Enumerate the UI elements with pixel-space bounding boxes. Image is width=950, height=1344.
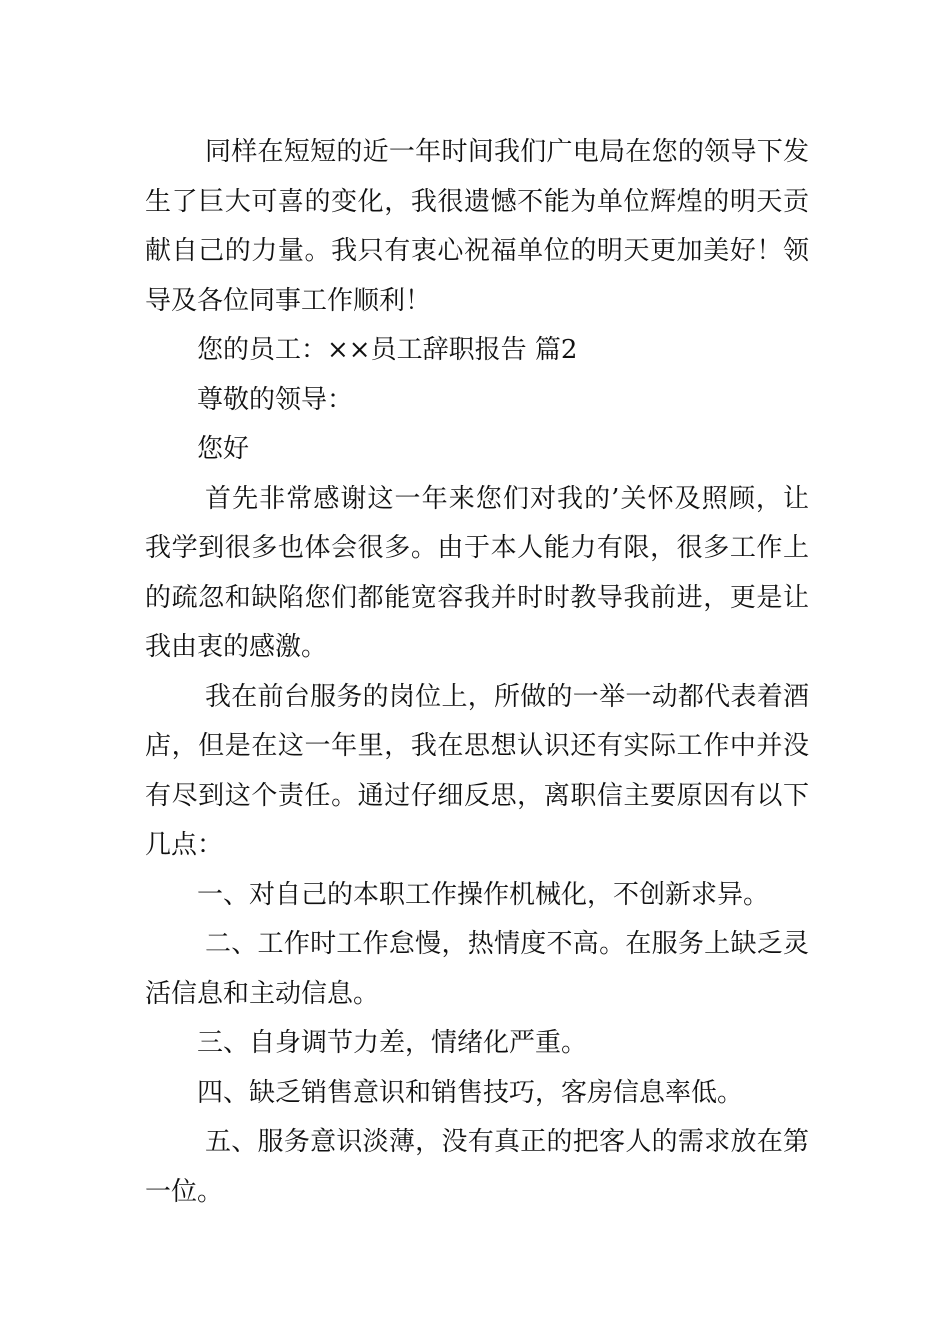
list-item-reason-2: 二、工作时工作怠慢，热情度不高。在服务上缺乏灵活信息和主动信息。 [145, 929, 809, 1009]
paragraph-signature: 您的员工：××员工辞职报告 篇2 [197, 335, 578, 365]
paragraph-closing-wishes: 同样在短短的近一年时间我们广电局在您的领导下发生了巨大可喜的变化，我很遗憾不能为单位辉煌的明天贡献自己的力量。我只有衷心祝福单位的明天更加美好！领导及各位同事工作顺利！ [145, 137, 809, 316]
document-body [145, 128, 809, 1217]
list-item-reason-1: 一、对自己的本职工作操作机械化，不创新求异。 [197, 879, 770, 910]
paragraph-thanks: 首先非常感谢这一年来您们对我的’关怀及照顾，让我学到很多也体会很多。由于本人能力有限，很多工作上的疏忽和缺陷您们都能宽容我并时时教导我前进，更是让我由衷的感激。 [145, 483, 809, 662]
list-item-reason-3: 三、自身调节力差，情绪化严重。 [197, 1028, 588, 1058]
list-item-reason-5: 五、服务意识淡薄，没有真正的把客人的需求放在第一位。 [145, 1127, 809, 1207]
paragraph-reflection: 我在前台服务的岗位上，所做的一举一动都代表着酒店，但是在这一年里，我在思想认识还有实际工作中并没有尽到这个责任。通过仔细反思，离职信主要原因有以下几点： [145, 681, 809, 860]
paragraph-salutation: 尊敬的领导： [197, 384, 354, 415]
paragraph-greeting: 您好 [197, 434, 250, 464]
list-item-reason-4: 四、缺乏销售意识和销售技巧，客房信息率低。 [197, 1077, 744, 1108]
